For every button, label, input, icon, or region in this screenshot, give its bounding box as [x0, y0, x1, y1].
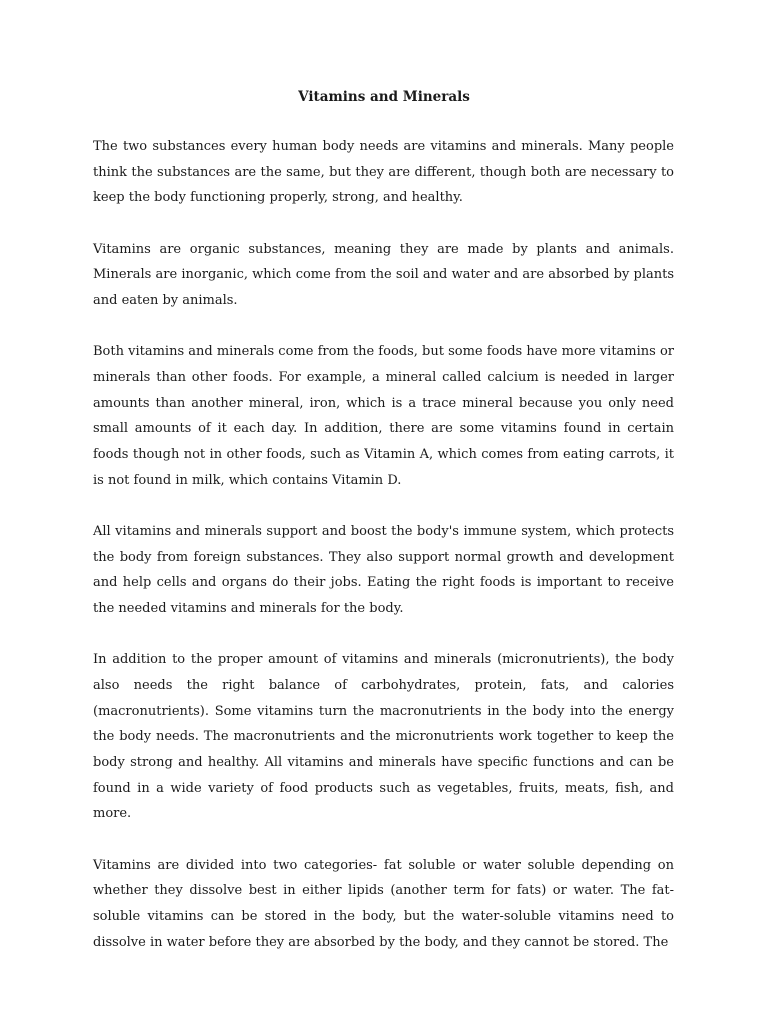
paragraph: All vitamins and minerals support and boost the body's immune system, which protects the body from foreign substances. They also support normal growth and development and help cells and organs do their jobs. Eating the right foods is important to receive the needed vitamins and minerals for the body.	[93, 523, 674, 617]
paragraph: Vitamins are divided into two categories- fat soluble or water soluble depending on whether they dissolve best in either lipids (another term for fats) or water. The fat-soluble vitamins can be stored in the body, but the water-soluble vitamins need to dissolve in water before they are absorbed by the body, and they cannot be stored. The	[93, 857, 674, 950]
paragraph: In addition to the proper amount of vitamins and minerals (micronutrients), the body also needs the right balance of carbohydrates, protein, fats, and calories (macronutrients). Some vitamins turn the macronutrients in the body into the energy the body needs. The macronutrients and the micronutrients work together to keep the body strong and healthy. All vitamins and minerals have specific functions and can be found in a wide variety of food products such as vegetables, fruits, meats, fish, and more.	[93, 652, 674, 822]
paragraph: The two substances every human body needs are vitamins and minerals. Many people think the substances are the same, but they are different, though both are necessary to keep the body functioning properly, strong, and healthy.	[93, 139, 674, 206]
paragraph: Both vitamins and minerals come from the foods, but some foods have more vitamins or minerals than other foods. For example, a mineral called calcium is needed in larger amounts than another mineral, iron, which is a trace mineral because you only need small amounts of it each day. In addition, there are some vitamins found in certain foods though not in other foods, such as Vitamin A, which comes from eating carrots, it is not found in milk, which contains Vitamin D.	[93, 344, 674, 488]
document-body	[93, 134, 674, 981]
paragraph: Vitamins are organic substances, meaning they are made by plants and animals. Minerals are inorganic, which come from the soil and water and are absorbed by plants and eaten by animals.	[93, 241, 674, 309]
document-title: Vitamins and Minerals	[298, 89, 470, 105]
